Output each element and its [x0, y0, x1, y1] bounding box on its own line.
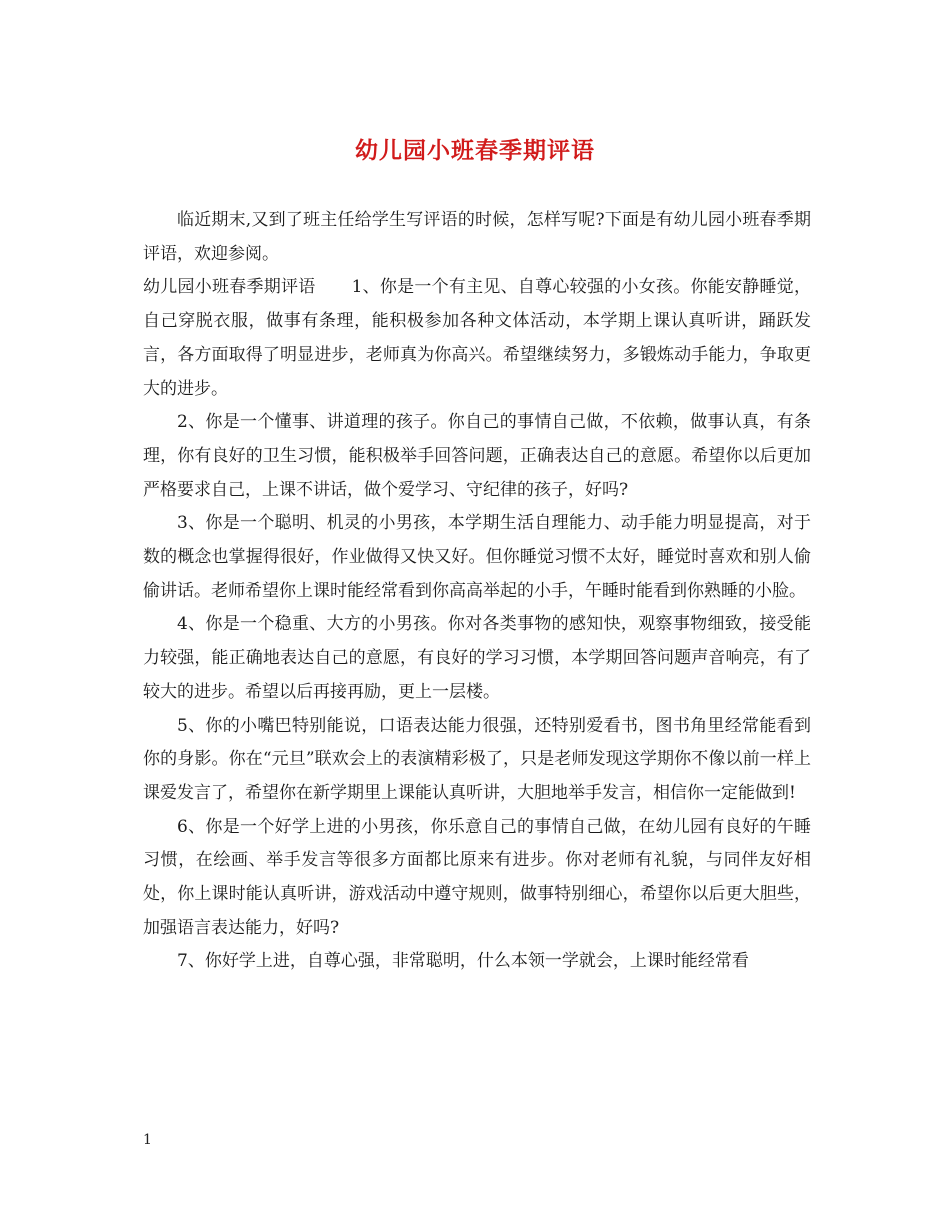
paragraph-4: 4、你是一个稳重、大方的小男孩。你对各类事物的感知快，观察事物细致，接受能力较强，能正确地表达自己的意愿，有良好的学习习惯，本学期回答问题声音响亮，有了较大的进步。希望以后再接再励，更上一层楼。 [143, 614, 811, 702]
document-body [143, 204, 811, 979]
document-title: 幼儿园小班春季期评语 [355, 137, 595, 164]
section-label: 幼儿园小班春季期评语 [143, 277, 316, 298]
intro-paragraph: 临近期末,又到了班主任给学生写评语的时候，怎样写呢?下面是有幼儿园小班春季期评语，欢迎参阅。 [143, 210, 811, 264]
paragraph-3: 3、你是一个聪明、机灵的小男孩，本学期生活自理能力、动手能力明显提高，对于数的概念也掌握得很好，作业做得又快又好。但你睡觉习惯不太好，睡觉时喜欢和别人偷偷讲话。老师希望你上课时能经常看到你高高举起的小手，午睡时能看到你熟睡的小脸。 [143, 513, 811, 601]
paragraph-6: 6、你是一个好学上进的小男孩，你乐意自己的事情自己做，在幼儿园有良好的午睡习惯，在绘画、举手发言等很多方面都比原来有进步。你对老师有礼貌，与同伴友好相处，你上课时能认真听讲，游戏活动中遵守规则，做事特别细心，希望你以后更大胆些，加强语言表达能力，好吗? [143, 816, 811, 938]
paragraph-2: 2、你是一个懂事、讲道理的孩子。你自己的事情自己做，不依赖，做事认真，有条理，你有良好的卫生习惯，能积极举手回答问题，正确表达自己的意愿。希望你以后更加严格要求自己，上课不讲话，做个爱学习、守纪律的孩子，好吗? [143, 412, 811, 500]
paragraph-7: 7、你好学上进，自尊心强，非常聪明，什么本领一学就会，上课时能经常看 [177, 951, 749, 972]
paragraph-5: 5、你的小嘴巴特别能说，口语表达能力很强，还特别爱看书，图书角里经常能看到你的身影。你在“元旦”联欢会上的表演精彩极了，只是老师发现这学期你不像以前一样上课爱发言了，希望你在新学期里上课能认真听讲，大胆地举手发言，相信你一定能做到! [143, 715, 811, 803]
page-number: 1 [143, 1132, 152, 1148]
paragraph-1-text: 1、你是一个有主见、自尊心较强的小女孩。你能安静睡觉，自己穿脱衣服，做事有条理，能积极参加各种文体活动，本学期上课认真听讲，踊跃发言，各方面取得了明显进步，老师真为你高兴。希望继续努力，多锻炼动手能力，争取更大的进步。 [143, 277, 812, 399]
paragraph-1 [143, 271, 811, 406]
